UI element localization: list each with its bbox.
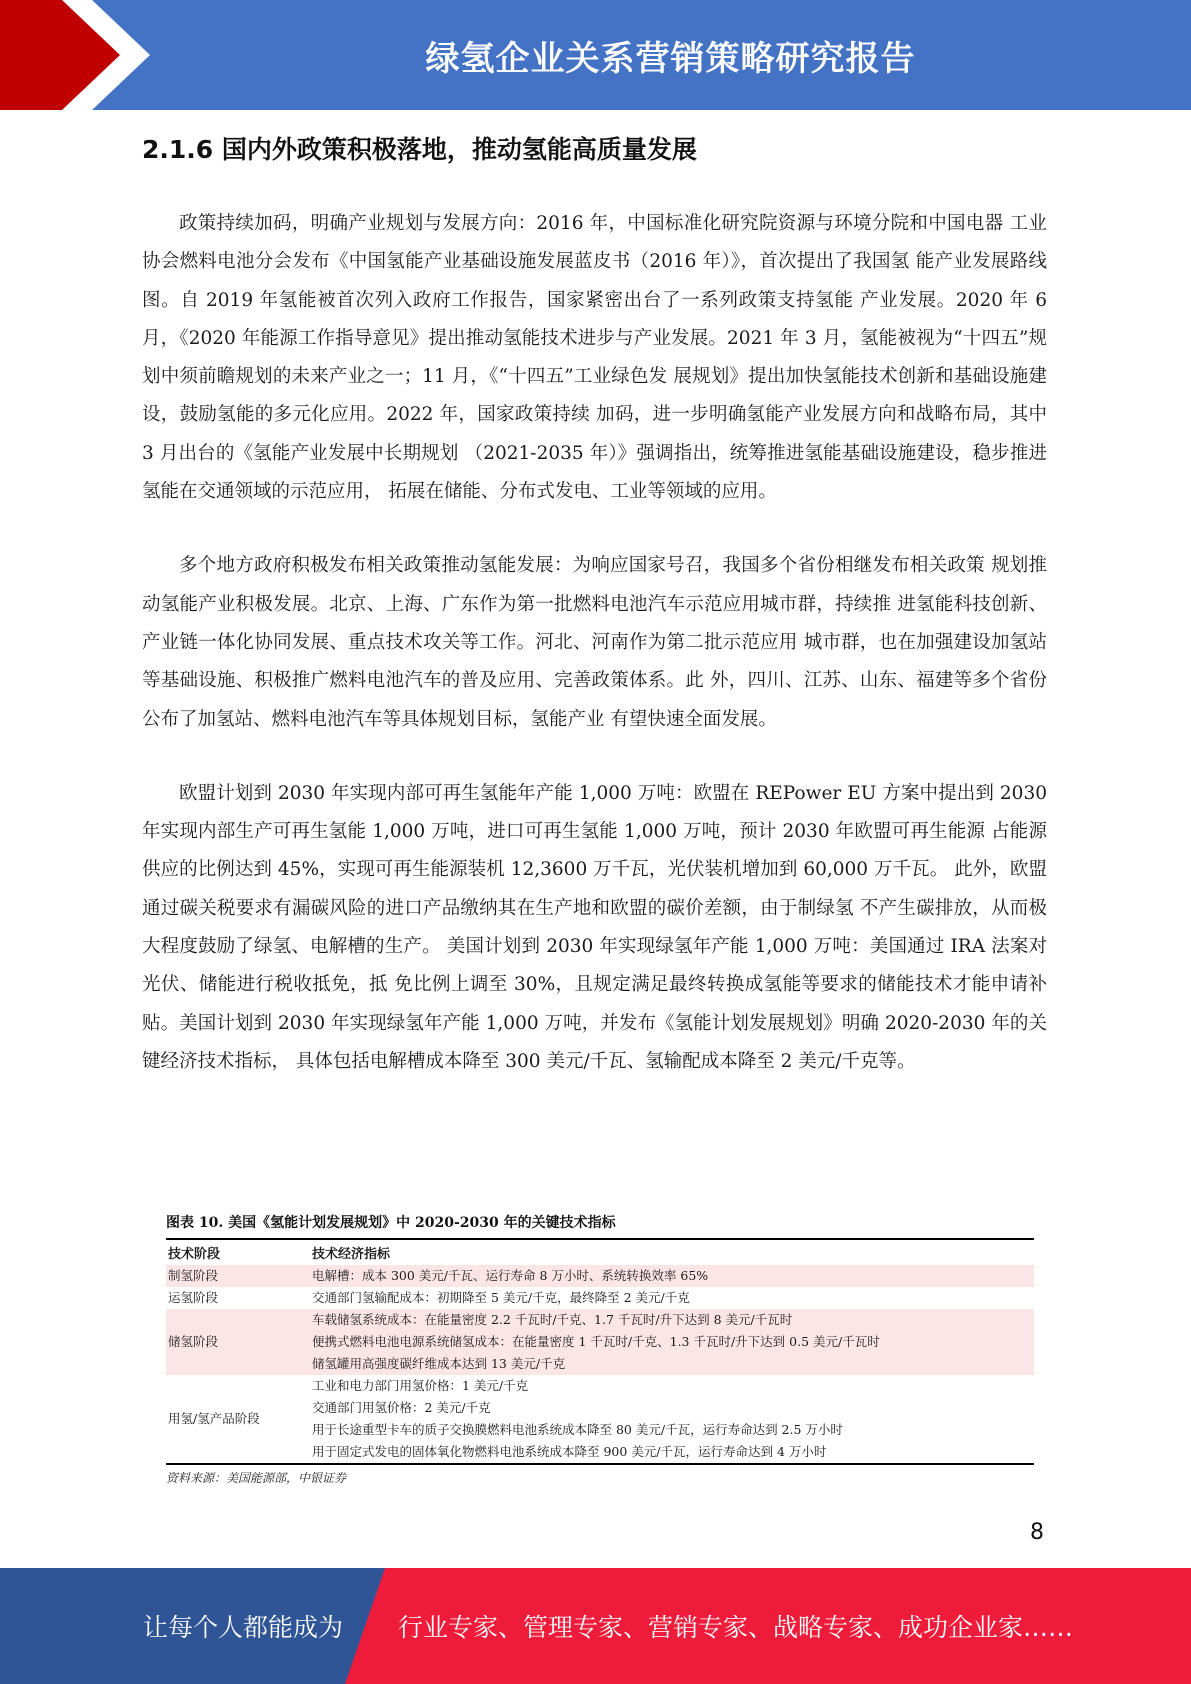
table-header-row [166,1240,1034,1265]
table-row [166,1375,1034,1397]
table-cell-indicator: 车载储氢系统成本：在能量密度 2.2 千瓦时/千克、1.7 千瓦时/升下达到 8 美元/千瓦时 [310,1309,1034,1331]
page-number: 8 [1030,1520,1044,1545]
footer-slogan-left: 让每个人都能成为 [143,1613,344,1642]
table-cell-indicator: 用于固定式发电的固体氧化物燃料电池系统成本降至 900 美元/千瓦，运行寿命达到 4 万小时 [312,1444,827,1459]
table-cell-indicator: 交通部门氢输配成本：初期降至 5 美元/千克，最终降至 2 美元/千克 [312,1290,690,1305]
body-text [142,205,1047,1117]
table-cell-indicator: 用于长途重型卡车的质子交换膜燃料电池系统成本降至 80 美元/千瓦，运行寿命达到 2.5 万小时 [312,1422,843,1437]
table-cell-indicator: 便携式燃料电池电源系统储氢成本：在能量密度 1 千瓦时/千克、1.3 千瓦时/升下达到 0.5 美元/千瓦时 [310,1331,1034,1353]
header-band [0,0,1191,110]
report-title: 绿氢企业关系营销策略研究报告 [425,38,916,79]
table-cell-indicator: 电解槽：成本 300 美元/千瓦、运行寿命 8 万小时、系统转换效率 65% [310,1265,1034,1287]
figure-caption: 图表 10. 美国《氢能计划发展规划》中 2020-2030 年的关键技术指标 [166,1212,1034,1240]
table-cell-indicator: 交通部门用氢价格：2 美元/千克 [312,1400,491,1415]
table-cell-indicator: 储氢罐用高强度碳纤维成本达到 13 美元/千克 [310,1353,1034,1375]
section-title: 2.1.6 国内外政策积极落地，推动氢能高质量发展 [142,135,697,164]
table-row [166,1265,1034,1287]
table-cell-stage: 储氢阶段 [166,1309,310,1375]
header-arrow-decoration [0,0,160,110]
paragraph-local-gov: 多个地方政府积极发布相关政策推动氢能发展：为响应国家号召，我国多个省份相继发布相关政策 规划推动氢能产业积极发展。北京、上海、广东作为第一批燃料电池汽车示范应用城市群，持续推 进氢能科技创新、产业链一体化协同发展、重点技术攻关等工作。河北、河南作为第二批示范应用 城市群，也在加强建设加氢站等基础设施、积极推广燃料电池汽车的普及应用、完善政策体系。此 外，四川、江苏、山东、福建等多个省份公布了加氢站、燃料电池汽车等具体规划目标，氢能产业 有望快速全面发展。 [142,555,1047,730]
paragraph-policy: 政策持续加码，明确产业规划与发展方向：2016 年，中国标准化研究院资源与环境分院和中国电器 工业协会燃料电池分会发布《中国氢能产业基础设施发展蓝皮书（2016 年）》，首次提出了我国氢 能产业发展路线图。自 2019 年氢能被首次列入政府工作报告，国家紧密出台了一系列政策支持氢能 产业发展。2020 年 6 月，《2020 年能源工作指导意见》提出推动氢能技术进步与产业发展。2021 年 3 月，氢能被视为“十四五”规划中须前瞻规划的未来产业之一；11 月，《“十四五”工业绿色发 展规划》提出加快氢能技术创新和基础设施建设，鼓励氢能的多元化应用。2022 年，国家政策持续 加码，进一步明确氢能产业发展方向和战略布局，其中 3 月出台的《氢能产业发展中长期规划 （2021-2035 年）》强调指出，统筹推进氢能基础设施建设，稳步推进氢能在交通领域的示范应用， 拓展在储能、分布式发电、工业等领域的应用。 [142,213,1047,503]
table-cell-stage: 用氢/氢产品阶段 [168,1411,260,1426]
table-cell-indicator: 工业和电力部门用氢价格：1 美元/千克 [312,1378,529,1393]
figure-source: 资料来源：美国能源部，中银证券 [166,1471,347,1485]
indicators-table [166,1240,1034,1465]
table-row [166,1309,1034,1331]
table-row [166,1287,1034,1309]
table-header-indicator: 技术经济指标 [312,1247,391,1262]
table-header-stage: 技术阶段 [168,1247,221,1262]
table-cell-stage: 制氢阶段 [166,1265,310,1287]
footer-band [0,1568,1191,1684]
table-body [166,1265,1034,1464]
table-cell-stage: 运氢阶段 [168,1290,219,1305]
footer-slogan-right: 行业专家、管理专家、营销专家、战略专家、成功企业家…… [398,1613,1074,1642]
paragraph-eu-us: 欧盟计划到 2030 年实现内部可再生氢能年产能 1,000 万吨：欧盟在 REPower EU 方案中提出到 2030 年实现内部生产可再生氢能 1,000 万吨，进口可再生氢能 1,000 万吨，预计 2030 年欧盟可再生能源 占能源供应的比例达到 45%，实现可再生能源装机 12,3600 万千瓦，光伏装机增加到 60,000 万千瓦。 此外，欧盟通过碳关税要求有漏碳风险的进口产品缴纳其在生产地和欧盟的碳价差额，由于制绿氢 不产生碳排放，从而极大程度鼓励了绿氢、电解槽的生产。 美国计划到 2030 年实现绿氢年产能 1,000 万吨：美国通过 IRA 法案对光伏、储能进行税收抵免，抵 免比例上调至 30%，且规定满足最终转换成氢能等要求的储能技术才能申请补贴。美国计划到 2030 年实现绿氢年产能 1,000 万吨，并发布《氢能计划发展规划》明确 2020-2030 年的关键经济技术指标， 具体包括电解槽成本降至 300 美元/千瓦、氢输配成本降至 2 美元/千克等。 [142,782,1047,1072]
figure-key-indicators [166,1212,1034,1486]
